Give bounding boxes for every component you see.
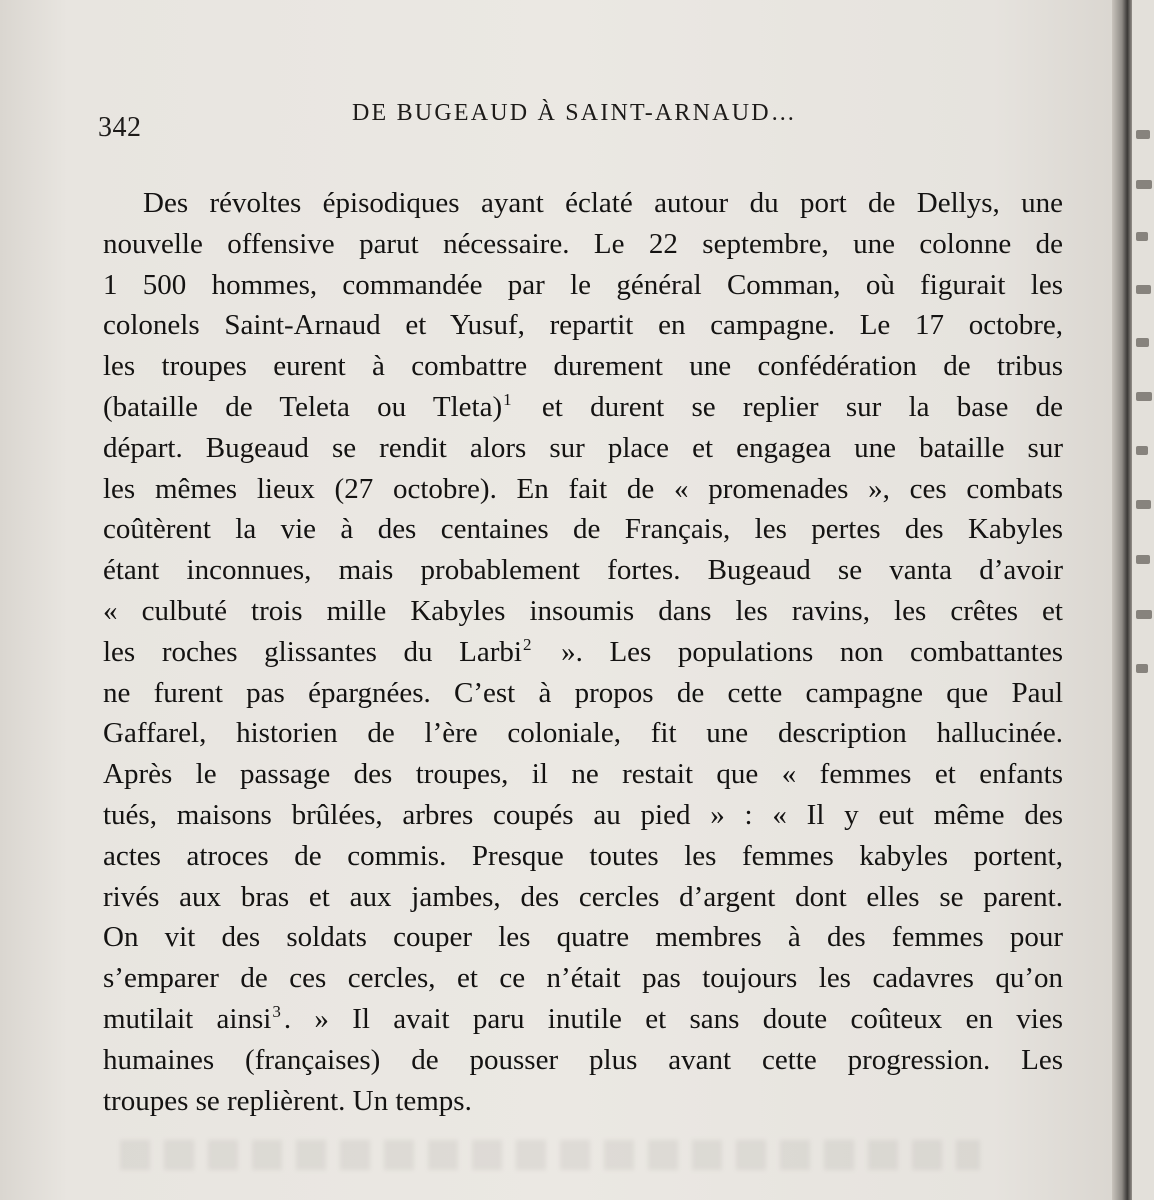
facing-page-text-fragment xyxy=(1136,664,1148,673)
text-line: « culbuté trois mille Kabyles insoumis dans les ravins, les crêtes et xyxy=(103,594,1063,627)
text-line: rivés aux bras et aux jambes, des cercles d’argent dont elles se parent. xyxy=(103,880,1063,913)
text-line: étant inconnues, mais probablement fortes. Bugeaud se vanta d’avoir xyxy=(103,554,1063,587)
text-line: s’emparer de ces cercles, et ce n’était pas toujours les cadavres qu’on xyxy=(103,962,1063,995)
running-head: DE BUGEAUD À SAINT-ARNAUD… xyxy=(352,100,797,126)
facing-page-text-fragment xyxy=(1136,392,1152,401)
text-line: 1 500 hommes, commandée par le général Comman, où figurait les xyxy=(103,268,1063,301)
body-text xyxy=(103,183,1063,1121)
book-gutter xyxy=(1112,0,1134,1200)
facing-page-edge xyxy=(1132,0,1154,1200)
facing-page-text-fragment xyxy=(1136,232,1148,241)
facing-page-text-fragment xyxy=(1136,130,1150,139)
text-line: colonels Saint-Arnaud et Yusuf, repartit en campagne. Le 17 octobre, xyxy=(103,309,1063,342)
footnote-ref-1: 1 xyxy=(503,389,512,409)
text-line: troupes se replièrent. Un temps. xyxy=(103,1084,472,1117)
text-line: Des révoltes épisodiques ayant éclaté autour du port de Dellys, une xyxy=(143,187,1063,219)
text-line: humaines (françaises) de pousser plus avant cette progression. Les xyxy=(103,1043,1063,1076)
text-line: tués, maisons brûlées, arbres coupés au pied » : « Il y eut même des xyxy=(103,798,1063,831)
text-line: nouvelle offensive parut nécessaire. Le 22 septembre, une colonne de xyxy=(103,227,1063,260)
text-line: départ. Bugeaud se rendit alors sur place et engagea une bataille sur xyxy=(103,431,1063,464)
text-line: mutilait ainsi$^3$ . » Il avait paru inutile et sans doute coûteux en vies xyxy=(103,1001,1063,1035)
text-line: actes atroces de commis. Presque toutes les femmes kabyles portent, xyxy=(103,839,1063,872)
text-line: On vit des soldats couper les quatre membres à des femmes pour xyxy=(103,921,1063,954)
text-line: (bataille de Teleta ou Tleta)$^1$ et durent se replier sur la base de xyxy=(103,389,1063,423)
facing-page-text-fragment xyxy=(1136,555,1150,564)
facing-page-text-fragment xyxy=(1136,610,1152,619)
text-line: ne furent pas épargnées. C’est à propos de cette campagne que Paul xyxy=(103,676,1063,709)
footnote-ref-2: 2 xyxy=(522,634,532,654)
facing-page-text-fragment xyxy=(1136,446,1148,455)
text-line: Gaffarel, historien de l’ère coloniale, fit une description hallucinée. xyxy=(103,717,1063,750)
text-line: les roches glissantes du Larbi$^2$ ». Les populations non combattantes xyxy=(103,634,1063,668)
text-line: Après le passage des troupes, il ne restait que « femmes et enfants xyxy=(103,758,1063,791)
page-number: 342 xyxy=(98,112,142,143)
show-through-shadow xyxy=(120,1140,980,1170)
text-line: les mêmes lieux (27 octobre). En fait de « promenades », ces combats xyxy=(103,472,1063,505)
text-line: coûtèrent la vie à des centaines de Français, les pertes des Kabyles xyxy=(103,513,1063,546)
text-line: les troupes eurent à combattre durement une confédération de tribus xyxy=(103,350,1063,383)
footnote-ref-3: 3 xyxy=(272,1001,281,1021)
facing-page-text-fragment xyxy=(1136,285,1151,294)
facing-page-text-fragment xyxy=(1136,180,1152,189)
facing-page-text-fragment xyxy=(1136,500,1151,509)
facing-page-text-fragment xyxy=(1136,338,1149,347)
